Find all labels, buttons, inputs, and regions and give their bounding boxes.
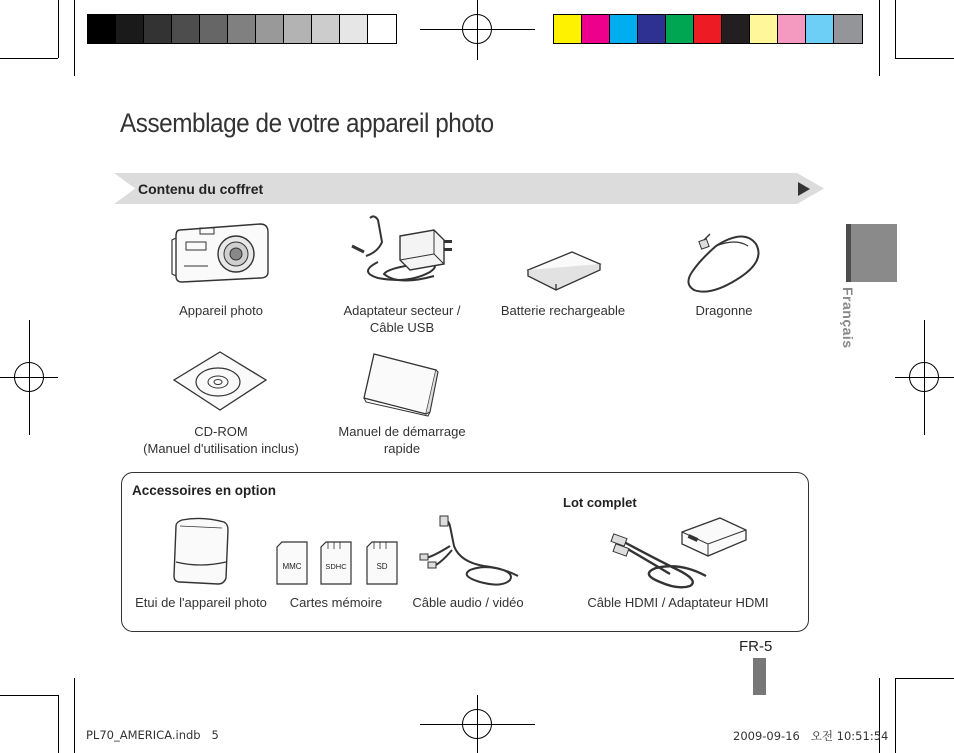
gray-swatch — [228, 15, 256, 43]
language-tab-accent — [846, 224, 851, 282]
footer-filename: PL70_AMERICA.indb 5 — [86, 728, 219, 742]
caption-case: Etui de l'appareil photo — [135, 595, 267, 610]
sd-card-icon — [366, 541, 398, 585]
gray-swatch — [340, 15, 368, 43]
color-swatch — [554, 15, 582, 43]
battery-icon — [526, 250, 602, 292]
caption-manual: Manuel de démarrage rapide — [338, 424, 466, 456]
color-swatch — [638, 15, 666, 43]
gray-swatch — [144, 15, 172, 43]
color-swatch — [722, 15, 750, 43]
cd-rom-icon — [172, 350, 268, 412]
gray-swatch — [312, 15, 340, 43]
ac-adapter-icon — [348, 212, 460, 292]
gray-swatch — [172, 15, 200, 43]
color-swatch — [694, 15, 722, 43]
footer-timestamp: 2009-09-16 오전 10:51:54 — [733, 729, 889, 743]
caption-cdrom: CD-ROM (Manuel d'utilisation inclus) — [143, 424, 299, 456]
camera-case-icon — [170, 516, 234, 588]
color-swatch — [666, 15, 694, 43]
optional-accessories-title: Accessoires en option — [132, 483, 277, 498]
section-arrow-icon — [798, 182, 810, 196]
color-swatch — [834, 15, 862, 43]
language-tab-block — [846, 224, 897, 282]
gray-swatch — [256, 15, 284, 43]
manual-icon — [358, 350, 442, 418]
sdhc-card-icon — [320, 541, 352, 585]
color-calibration-bar — [553, 14, 863, 44]
gray-swatch — [368, 15, 396, 43]
section-heading: Contenu du coffret — [138, 181, 264, 197]
caption-hdmi: Câble HDMI / Adaptateur HDMI — [587, 595, 769, 610]
page-number: FR-5 — [739, 638, 773, 655]
caption-camera: Appareil photo — [179, 303, 263, 318]
hdmi-cable-icon — [610, 512, 748, 590]
color-swatch — [778, 15, 806, 43]
strap-icon — [686, 232, 762, 298]
page-title: Assemblage de votre appareil photo — [120, 108, 494, 138]
color-swatch — [750, 15, 778, 43]
camera-icon — [172, 216, 272, 286]
caption-av: Câble audio / vidéo — [412, 595, 524, 610]
gray-swatch — [200, 15, 228, 43]
caption-battery: Batterie rechargeable — [500, 303, 626, 318]
mmc-card-label: MMC — [282, 562, 302, 571]
gray-swatch — [88, 15, 116, 43]
caption-adapter: Adaptateur secteur / Câble USB — [343, 303, 461, 335]
color-swatch — [610, 15, 638, 43]
mmc-card-icon — [276, 541, 308, 585]
caption-cards: Cartes mémoire — [289, 595, 383, 610]
sd-card-label: SD — [376, 562, 388, 571]
color-swatch — [806, 15, 834, 43]
color-swatch — [582, 15, 610, 43]
av-cable-icon — [420, 516, 524, 588]
sdhc-card-label: SDHC — [325, 562, 347, 571]
page-number-tab — [753, 658, 766, 695]
gray-swatch — [116, 15, 144, 43]
caption-strap: Dragonne — [695, 303, 753, 318]
grayscale-calibration-bar — [87, 14, 397, 44]
lot-complet-title: Lot complet — [563, 495, 637, 510]
language-tab-label: Français — [840, 287, 856, 349]
gray-swatch — [284, 15, 312, 43]
